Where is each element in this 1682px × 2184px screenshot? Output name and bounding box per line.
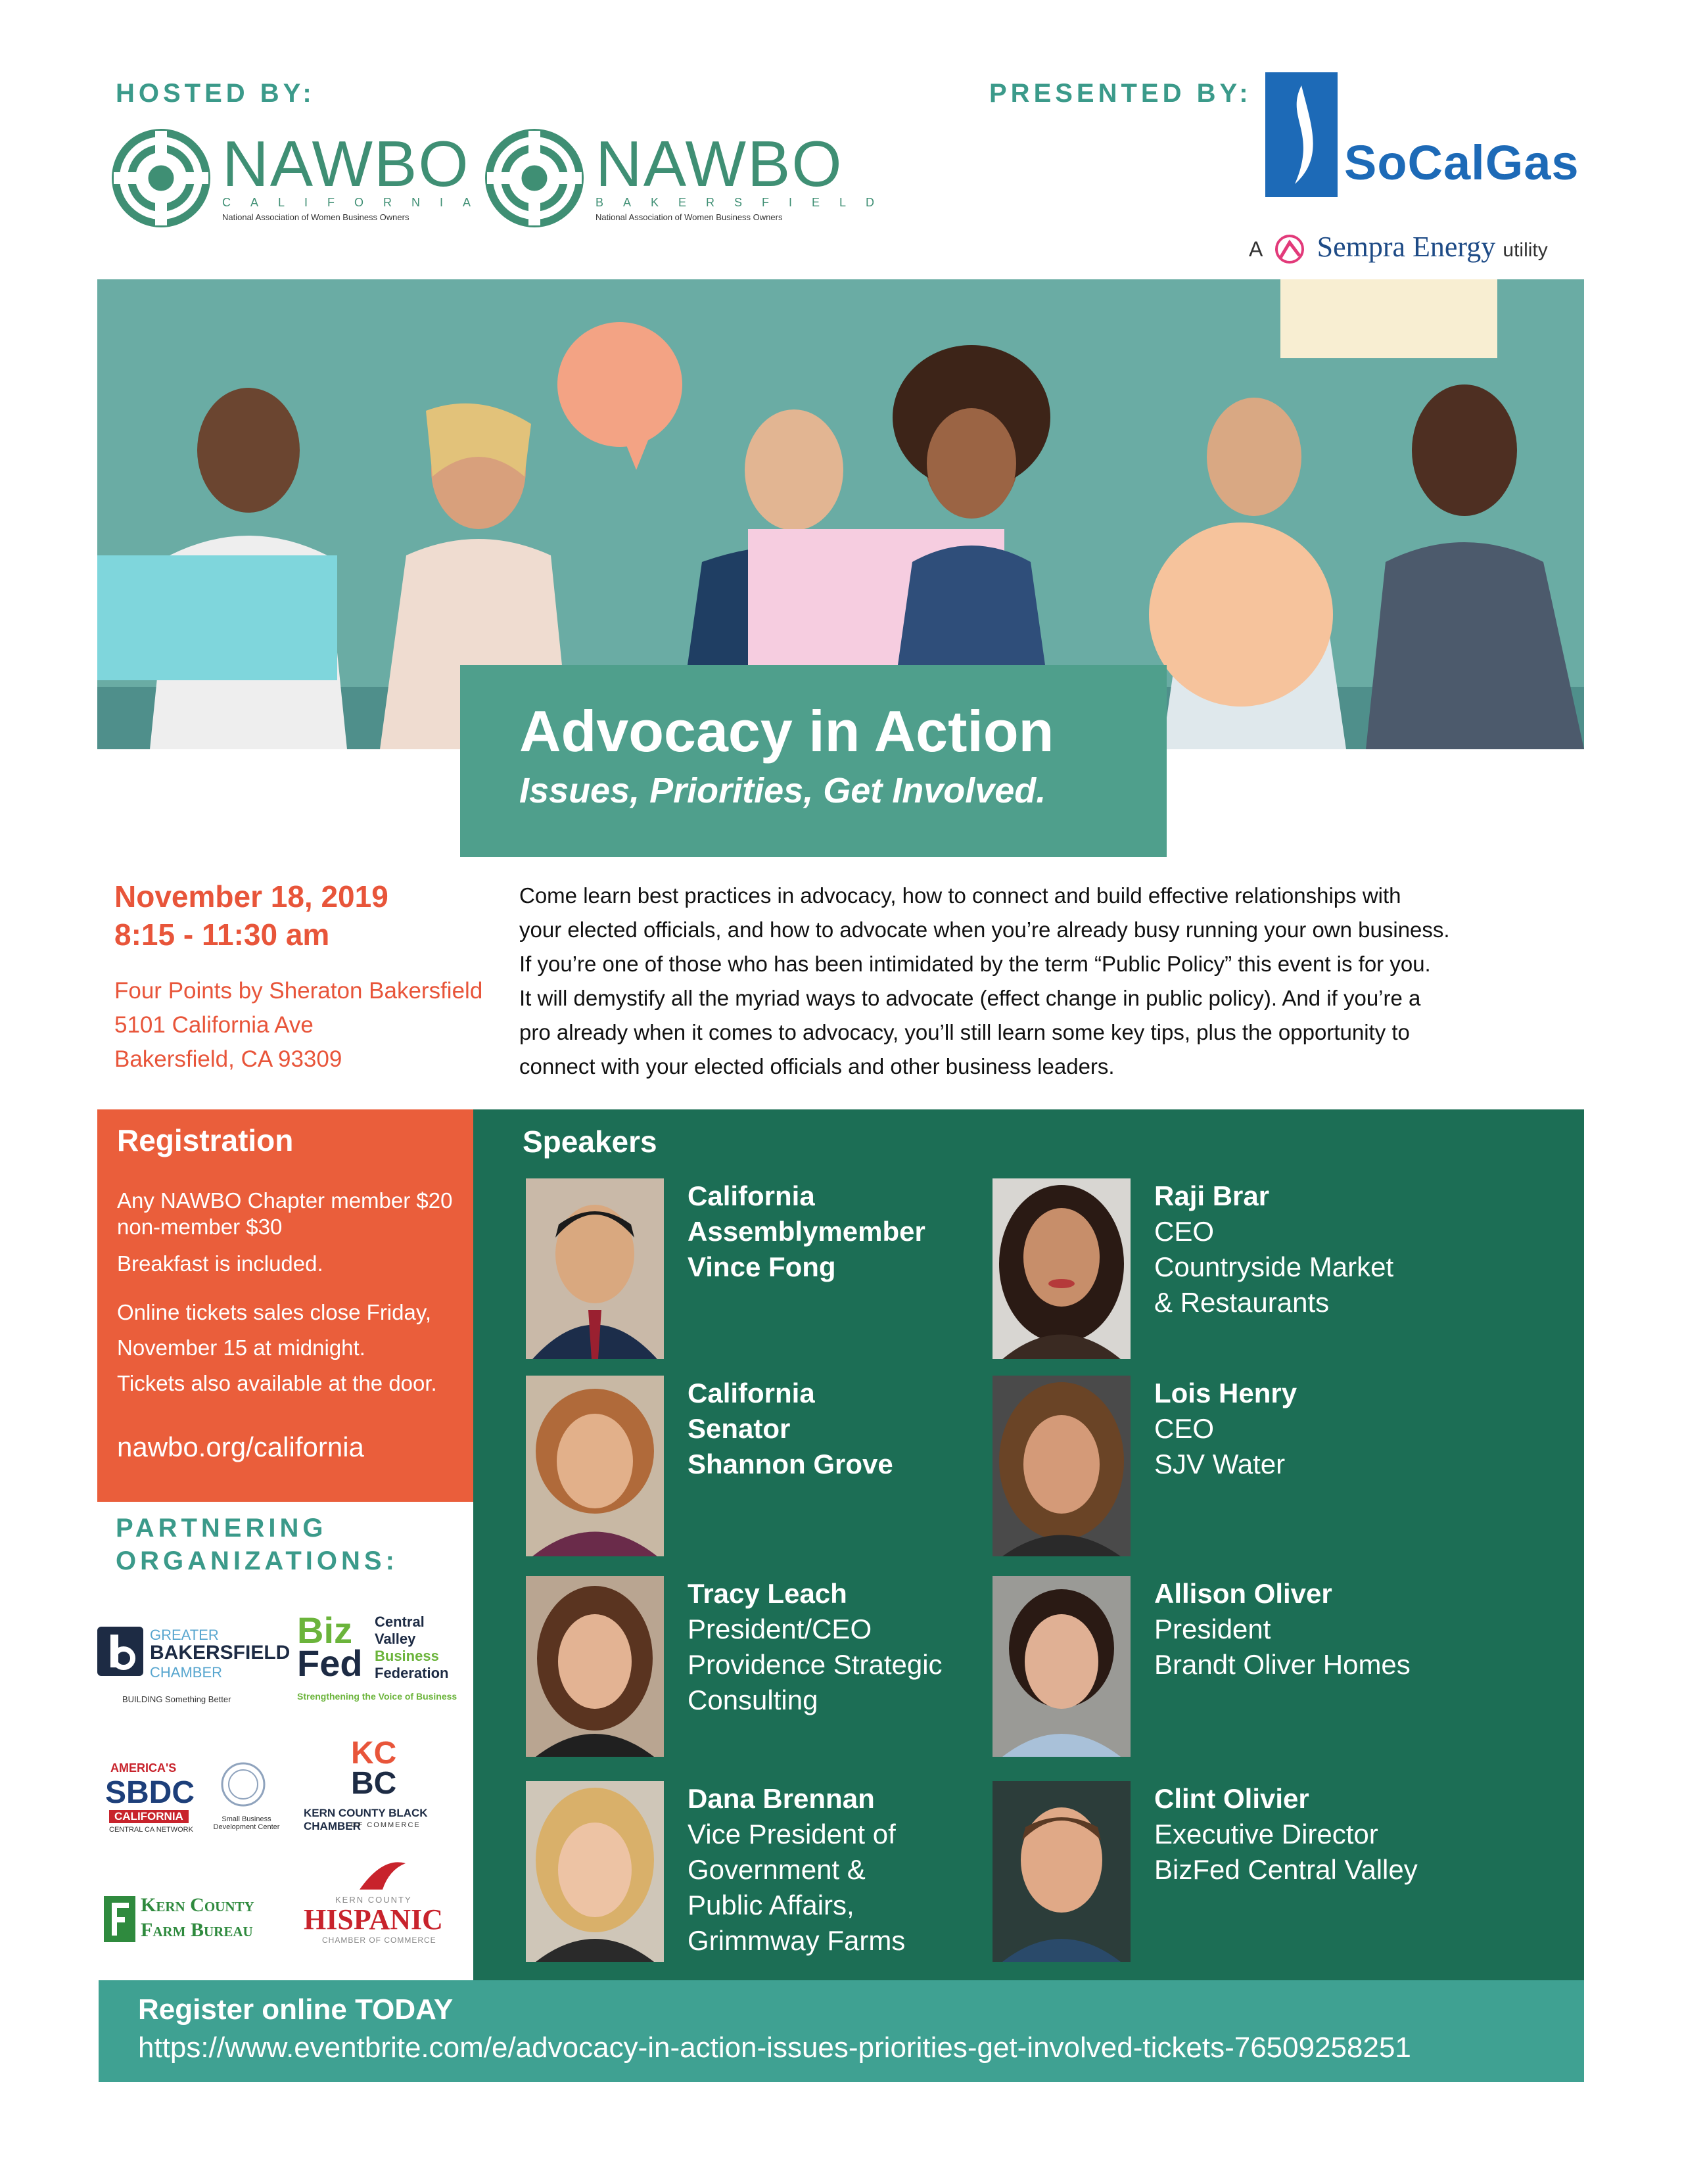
speaker-line: Executive Director (1154, 1819, 1378, 1849)
gbc-line: GREATER (150, 1627, 219, 1643)
speaker-photo (526, 1781, 664, 1962)
door-tickets-note: Tickets also available at the door. (117, 1371, 437, 1395)
speaker-photo (993, 1376, 1131, 1556)
speaker-line: Assemblymember (688, 1216, 925, 1247)
kcbc-name: KERN COUNTY BLACK CHAMBER (304, 1807, 428, 1832)
hispanic-chamber-logo (304, 1857, 461, 1949)
speaker-line: Grimmway Farms (688, 1925, 906, 1956)
speaker-line: President/CEO (688, 1614, 872, 1644)
speaker-line: Providence Strategic (688, 1649, 943, 1680)
speaker-line: California (688, 1378, 815, 1408)
nawbo-tagline: National Association of Women Business Owners (596, 212, 783, 222)
speakers-heading: Speakers (523, 1125, 657, 1159)
venue-name: Four Points by Sheraton Bakersfield (114, 978, 483, 1004)
sales-close-note: Online tickets sales close Friday, (117, 1300, 432, 1324)
socalgas-logo (1265, 72, 1579, 197)
description-line: Come learn best practices in advocacy, how to connect and build effective relationships with (519, 883, 1401, 908)
speaker-line: Consulting (688, 1684, 818, 1715)
chamber-b-icon (97, 1627, 143, 1676)
sempra-name: Sempra Energy (1317, 231, 1496, 263)
nawbo-chapter: BAKERSFIELD (596, 196, 895, 209)
sales-close-date: November 15 at midnight. (117, 1336, 365, 1360)
kern-county-farm-bureau-logo (104, 1893, 281, 1959)
sempra-utility: utility (1503, 239, 1548, 261)
speaker-photo (526, 1376, 664, 1556)
kcbc-line: KC (351, 1736, 397, 1771)
seal-icon (220, 1761, 266, 1807)
event-title: Advocacy in Action (519, 699, 1054, 764)
speaker-line: Lois Henry (1154, 1378, 1297, 1408)
bizfed-biz: Biz (297, 1610, 352, 1651)
venue-city: Bakersfield, CA 93309 (114, 1046, 342, 1072)
hispanic-name: HISPANIC (304, 1903, 443, 1936)
speaker-line: Vince Fong (688, 1251, 836, 1282)
register-banner (99, 1980, 1584, 2082)
bizfed-fed: Fed (297, 1642, 363, 1684)
register-url[interactable]: https://www.eventbrite.com/e/advocacy-in-action-issues-priorities-get-involved-tickets-76509258251 (138, 2032, 1411, 2064)
speaker-line: Raji Brar (1154, 1180, 1270, 1211)
nawbo-tagline: National Association of Women Business Owners (222, 212, 409, 222)
bizfed-tagline: Strengthening the Voice of Business (297, 1691, 457, 1702)
kcbc-line: BC (351, 1766, 397, 1801)
description-line: It will demystify all the myriad ways to advocate (effect change in public policy). And if you’re a (519, 986, 1421, 1010)
nawbo-bakersfield-logo (485, 129, 894, 227)
farm-bureau-icon (104, 1896, 135, 1942)
speaker-line: Government & (688, 1854, 866, 1885)
register-cta: Register online TODAY (138, 1993, 454, 2026)
speaker-line: CEO (1154, 1413, 1215, 1444)
kern-county-black-chamber-logo (304, 1738, 475, 1837)
kcbc-sub: OF COMMERCE (351, 1821, 421, 1829)
speaker-line: CEO (1154, 1216, 1215, 1247)
partners-label-line: ORGANIZATIONS: (116, 1546, 398, 1575)
event-title-box (460, 665, 1167, 857)
bizfed-line: Federation (375, 1665, 449, 1681)
description-line: If you’re one of those who has been intimidated by the term “Public Policy” this event is for you. (519, 952, 1431, 976)
speaker-line: Countryside Market (1154, 1251, 1394, 1282)
event-time: 8:15 - 11:30 am (114, 918, 330, 952)
hosted-by-label: HOSTED BY: (116, 79, 315, 108)
speaker-line: Shannon Grove (688, 1449, 893, 1479)
eagle-icon (356, 1857, 409, 1893)
bizfed-line: Valley (375, 1631, 416, 1647)
kcfb-line: Kern County (141, 1894, 254, 1916)
description-line: your elected officials, and how to advocate when you’re already busy running your own business. (519, 918, 1450, 942)
nawbo-emblem-icon (485, 129, 584, 227)
event-subtitle: Issues, Priorities, Get Involved. (519, 771, 1046, 810)
event-date: November 18, 2019 (114, 879, 388, 914)
venue-street: 5101 California Ave (114, 1012, 314, 1038)
speaker-line: President (1154, 1614, 1271, 1644)
description-line: pro already when it comes to advocacy, you’ll still learn some key tips, plus the opportunity to (519, 1020, 1410, 1044)
sbdc-sb: Small Business Development Center (213, 1815, 280, 1831)
speaker-line: Tracy Leach (688, 1578, 847, 1609)
speaker-line: Vice President of (688, 1819, 896, 1849)
presented-by-label: PRESENTED BY: (989, 79, 1252, 108)
hispanic-top: KERN COUNTY (335, 1895, 412, 1905)
event-description (519, 879, 1450, 1084)
speaker-photo (993, 1576, 1131, 1757)
speaker-line: SJV Water (1154, 1449, 1286, 1479)
speaker-line: & Restaurants (1154, 1287, 1330, 1318)
breakfast-note: Breakfast is included. (117, 1251, 323, 1276)
sbdc-line: AMERICA'S (110, 1761, 177, 1775)
partners-label-line: PARTNERING (116, 1514, 327, 1543)
nawbo-emblem-icon (112, 129, 210, 227)
nawbo-name: NAWBO (222, 128, 470, 200)
greater-bakersfield-chamber-logo (97, 1617, 291, 1715)
partners-label (116, 1512, 398, 1577)
nawbo-chapter: CALIFORNIA (222, 196, 491, 209)
bizfed-line: Central (375, 1614, 425, 1630)
speaker-line: Senator (688, 1413, 791, 1444)
socalgas-name: SoCalGas (1344, 135, 1579, 190)
speaker-line: Clint Olivier (1154, 1783, 1309, 1814)
nawbo-california-logo (112, 129, 490, 227)
speaker-line: Dana Brennan (688, 1783, 875, 1814)
member-price: Any NAWBO Chapter member $20 (117, 1188, 453, 1213)
speaker-line: Brandt Oliver Homes (1154, 1649, 1411, 1680)
speaker-photo (993, 1781, 1131, 1962)
speaker-line: California (688, 1180, 815, 1211)
speaker-photo (993, 1178, 1131, 1359)
sbdc-state: CALIFORNIA (109, 1810, 189, 1823)
speaker-photo (526, 1576, 664, 1757)
sempra-energy-logo (1249, 230, 1548, 266)
speaker-line: Allison Oliver (1154, 1578, 1332, 1609)
hispanic-sub: CHAMBER OF COMMERCE (322, 1936, 436, 1945)
non-member-price: non-member $30 (117, 1215, 283, 1239)
flame-icon (1265, 72, 1338, 197)
sbdc-logo (105, 1761, 283, 1853)
bizfed-logo (297, 1610, 475, 1712)
speakers-panel (473, 1109, 1584, 1980)
speaker-photo (526, 1178, 664, 1359)
gbc-line: BAKERSFIELD (150, 1642, 291, 1663)
kcfb-line: Farm Bureau (141, 1919, 253, 1941)
speaker-line: BizFed Central Valley (1154, 1854, 1418, 1885)
gbc-tagline: BUILDING Something Better (122, 1694, 231, 1704)
registration-url[interactable]: nawbo.org/california (117, 1431, 364, 1462)
description-line: connect with your elected officials and other business leaders. (519, 1054, 1115, 1079)
registration-panel (97, 1109, 473, 1502)
sempra-a: A (1249, 237, 1263, 261)
gbc-line: CHAMBER (150, 1664, 223, 1681)
speaker-line: Public Affairs, (688, 1890, 854, 1920)
bizfed-line: Business (375, 1648, 439, 1664)
sbdc-name: SBDC (105, 1775, 195, 1810)
registration-heading: Registration (117, 1123, 294, 1157)
sempra-figure-icon (1270, 233, 1309, 266)
sbdc-sub: CENTRAL CA NETWORK (109, 1826, 193, 1834)
nawbo-name: NAWBO (596, 128, 843, 200)
